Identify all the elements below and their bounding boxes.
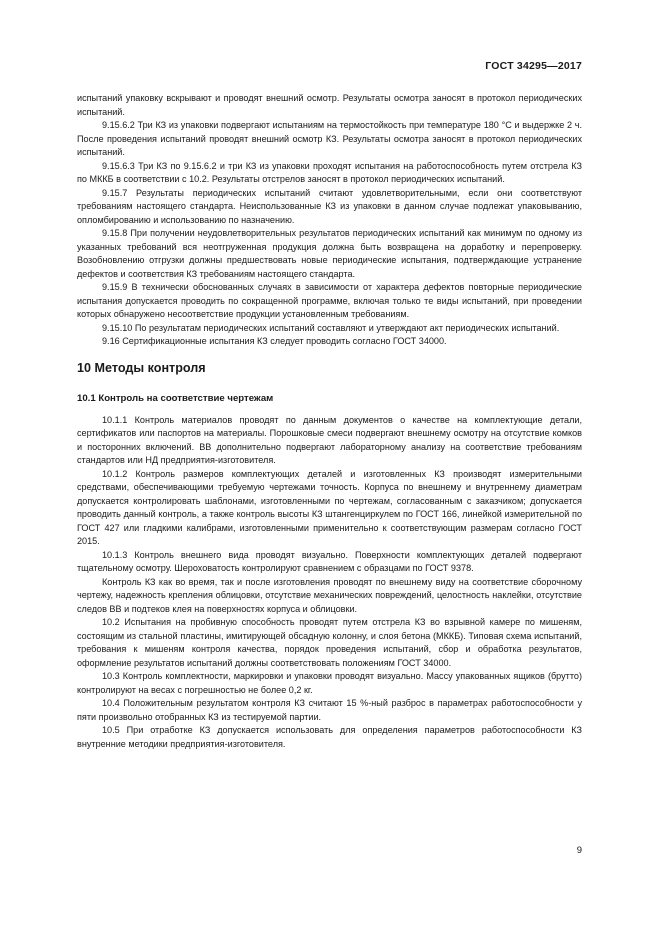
document-header: ГОСТ 34295—2017: [485, 60, 582, 72]
paragraph: 10.3 Контроль комплектности, маркировки и упаковки проводят визуально. Массу упакованных ящиков (брутто) контролируют на весах с погрешностью не более 0,2 кг.: [77, 671, 582, 695]
paragraph: 9.15.10 По результатам периодических испытаний составляют и утверждают акт периодических испытаний.: [102, 322, 560, 333]
paragraph: 9.15.9 В технически обоснованных случаях в зависимости от характера дефектов повторные периодические испытания допускается проводить по сокращенной программе, включая только те виды испытаний, при проведении которых обнаружено несоответствие продукции установленным требованиям.: [77, 282, 582, 319]
paragraph: испытаний упаковку вскрывают и проводят внешний осмотр. Результаты осмотра заносят в протокол периодических испытаний.: [77, 93, 582, 117]
paragraph: 10.1.1 Контроль материалов проводят по данным документов о качестве на комплектующие детали, сертификатов или паспортов на материалы. Порошковые смеси подвергают внешнему осмотру на отсутствие комков и посторонних включений. ВВ дополнительно подвергают лабораторному анализу на соответствие требованиям стандартов или НД предприятия-изготовителя.: [77, 414, 582, 465]
document-body: [77, 92, 582, 751]
paragraph: 10.4 Положительным результатом контроля КЗ считают 15 %-ный разброс в параметрах работоспособности у пяти произвольно отобранных КЗ из тестируемой партии.: [77, 698, 582, 722]
page-number: 9: [576, 845, 582, 856]
subsection-title: 10.1 Контроль на соответствие чертежам: [77, 393, 274, 404]
paragraph: 9.15.8 При получении неудовлетворительных результатов периодических испытаний как минимум по одному из указанных требований вся неотгруженная продукция должна быть возвращена на доработку и перепроверку. Возобновлению отгрузки должны предшествовать новые периодические испытания, подтверждающие устранение дефектов и соответствия КЗ требованиям настоящего стандарта.: [77, 228, 582, 279]
paragraph: 10.5 При отработке КЗ допускается использовать для определения параметров работоспособности КЗ внутренние методики предприятия-изготовителя.: [77, 725, 582, 749]
paragraph: 9.15.7 Результаты периодических испытаний считают удовлетворительными, если они соответствуют требованиям настоящего стандарта. Неиспользованные КЗ из упаковки в данном случае подлежат упаковыванию, опломбированию и использованию по назначению.: [77, 187, 582, 225]
paragraph: 10.1.2 Контроль размеров комплектующих деталей и изготовленных КЗ производят измерительными средствами, обеспечивающими требуемую чертежами точность. Корпуса по внешнему и внутреннему диаметрам допускается контролировать шаблонами, изготовленными по чертежам, согласованным с заказчиком; допускается проводить данный контроль, а также контроль высоты КЗ штангенциркулем по ГОСТ 166, линейкой измерительной по ГОСТ 427 или гладкими калибрами, изготовленными применительно к соответствующим размерам согласно ГОСТ 2015.: [77, 468, 582, 546]
paragraph: Контроль КЗ как во время, так и после изготовления проводят по внешнему виду на соответствие сборочному чертежу, надежность крепления облицовки, отсутствие механических повреждений, целостность наклейки, отсутствие следов ВВ и подтеков клея на поверхностях корпуса и облицовки.: [77, 576, 582, 614]
paragraph: 9.15.6.2 Три КЗ из упаковки подвергают испытаниям на термостойкость при температуре 180 °С и выдержке 2 ч. После проведения испытаний проводят внешний осмотр КЗ. Результаты осмотра заносят в протокол периодических испытаний.: [77, 120, 582, 157]
paragraph: 9.15.6.3 Три КЗ по 9.15.6.2 и три КЗ из упаковки проходят испытания на работоспособность путем отстрела КЗ по МККБ в соответствии с 10.2. Результаты отстрелов заносят в протокол периодических испытаний.: [77, 160, 582, 184]
paragraph: 9.16 Сертификационные испытания КЗ следует проводить согласно ГОСТ 34000.: [102, 336, 447, 346]
paragraph: 10.1.3 Контроль внешнего вида проводят визуально. Поверхности комплектующих деталей подвергают тщательному осмотру. Шероховатость контролируют сравнением с образцами по ГОСТ 9378.: [77, 549, 582, 573]
paragraph: 10.2 Испытания на пробивную способность проводят путем отстрела КЗ во взрывной камере по мишеням, состоящим из стальной пластины, имитирующей обсадную колонну, и слоя бетона (МККБ). Типовая схема испытаний, требования к мишеням контроля качества, порядок проведения испытаний, сбор и обработка результатов, оформление результатов испытаний должны соответствовать положениям ГОСТ 34000.: [77, 617, 582, 668]
section-title: 10 Методы контроля: [77, 360, 206, 375]
